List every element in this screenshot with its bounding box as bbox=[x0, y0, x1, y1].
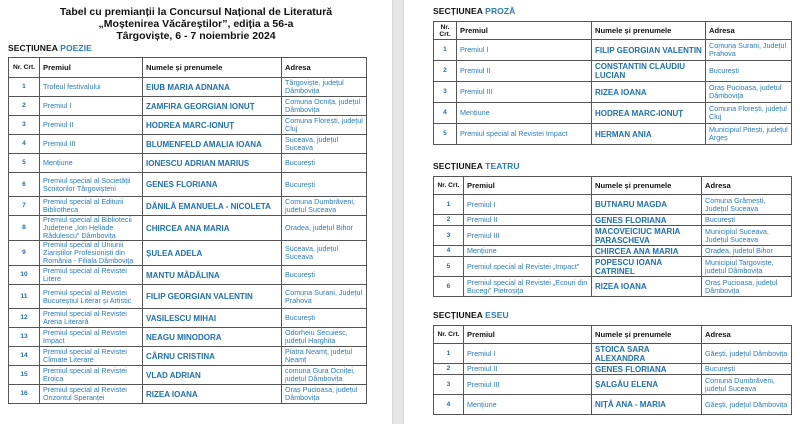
cell-nume: ȘULEA ADELA bbox=[143, 241, 282, 266]
cell-adresa: Oraș Pucioasa, județul Dâmbovița bbox=[706, 82, 792, 103]
table-row bbox=[9, 285, 367, 309]
cell-nume: ZAMFIRA GEORGIAN IONUȚ bbox=[143, 97, 282, 116]
cell-adresa: Oraș Pucioasa, județul Dâmbovița bbox=[282, 385, 367, 404]
cell-nume: MANTU MĂDĂLINA bbox=[143, 266, 282, 285]
section-prefix: SECȚIUNEA bbox=[8, 43, 58, 53]
cell-nume: NIȚĂ ANA - MARIA bbox=[592, 395, 702, 415]
cell-premiul: Mențiune bbox=[464, 246, 592, 257]
cell-premiul: Premiul special al Bibliotecii Județene „Ion Heliade Rădulescu” Dâmbovița bbox=[40, 216, 143, 241]
table-row bbox=[434, 246, 792, 257]
table-row bbox=[9, 97, 367, 116]
cell-nume: CHIRCEA ANA MARIA bbox=[592, 246, 702, 257]
cell-premiul: Premiul I bbox=[40, 97, 143, 116]
page-gutter bbox=[392, 0, 404, 424]
cell-adresa: Municipiul Suceava, Județul Suceava bbox=[702, 226, 792, 246]
cell-nr: 10 bbox=[9, 266, 40, 285]
cell-premiul: Premiul special al Revistei Impact bbox=[40, 328, 143, 347]
cell-premiul: Premiul I bbox=[464, 344, 592, 364]
table-row bbox=[434, 124, 792, 145]
cell-adresa: Comuna Grămești, Județul Suceava bbox=[702, 195, 792, 215]
section-heading-eseu bbox=[433, 310, 509, 320]
cell-nume: DĂNILĂ EMANUELA - NICOLETA bbox=[143, 197, 282, 216]
table-eseu bbox=[433, 325, 792, 415]
table-row bbox=[9, 135, 367, 154]
cell-nume: HERMAN ANIA bbox=[592, 124, 706, 145]
header-premiul: Premiul bbox=[464, 326, 592, 344]
section-prefix: SECȚIUNEA bbox=[433, 161, 483, 171]
table-row bbox=[434, 277, 792, 297]
cell-nr: 6 bbox=[9, 173, 40, 197]
header-nume: Numele și prenumele bbox=[143, 58, 282, 78]
table-row bbox=[9, 78, 367, 97]
cell-premiul: Premiul special al Revistei Impact bbox=[457, 124, 592, 145]
table-proza bbox=[433, 21, 792, 145]
header-adresa: Adresa bbox=[702, 177, 792, 195]
cell-adresa: comuna Gura Ocniței, județul Dâmbovița bbox=[282, 366, 367, 385]
cell-premiul: Mențiune bbox=[457, 103, 592, 124]
cell-nr: 2 bbox=[434, 215, 464, 226]
cell-nr: 1 bbox=[434, 195, 464, 215]
cell-adresa: Piatra Neamț, județul Neamț bbox=[282, 347, 367, 366]
cell-nr: 15 bbox=[9, 366, 40, 385]
header-nr: Nr. Crt. bbox=[434, 326, 464, 344]
cell-adresa: Comuna Dumbrăveni, județul Suceava bbox=[282, 197, 367, 216]
cell-adresa: București bbox=[702, 364, 792, 375]
cell-nume: RIZEA IOANA bbox=[592, 277, 702, 297]
cell-nr: 5 bbox=[434, 124, 457, 145]
cell-adresa: București bbox=[282, 173, 367, 197]
cell-nr: 3 bbox=[9, 116, 40, 135]
cell-adresa: Comuna Ocnița, județul Dâmbovița bbox=[282, 97, 367, 116]
cell-premiul: Mențiune bbox=[40, 154, 143, 173]
section-name: POEZIE bbox=[60, 43, 92, 53]
section-heading-poezie bbox=[8, 43, 92, 53]
table-row bbox=[434, 40, 792, 61]
header-premiul: Premiul bbox=[457, 22, 592, 40]
cell-adresa: București bbox=[282, 154, 367, 173]
document-page-right bbox=[404, 0, 800, 424]
cell-nr: 1 bbox=[9, 78, 40, 97]
cell-premiul: Premiul special al Revistei Arena Literară bbox=[40, 309, 143, 328]
section-heading-proza bbox=[433, 6, 515, 16]
table-row bbox=[434, 344, 792, 364]
cell-premiul: Premiul III bbox=[464, 375, 592, 395]
cell-premiul: Trofeul festivalului bbox=[40, 78, 143, 97]
header-adresa: Adresa bbox=[282, 58, 367, 78]
cell-adresa: Oradea, județul Bihor bbox=[282, 216, 367, 241]
cell-premiul: Premiul special al Societății Scriitorilor Târgovișteni bbox=[40, 173, 143, 197]
cell-nr: 4 bbox=[434, 103, 457, 124]
header-nr: Nr. Crt. bbox=[9, 58, 40, 78]
section-name: PROZĂ bbox=[485, 6, 516, 16]
cell-premiul: Premiul special al Revistei „Impact” bbox=[464, 257, 592, 277]
cell-nume: FILIP GEORGIAN VALENTIN bbox=[592, 40, 706, 61]
header-adresa: Adresa bbox=[706, 22, 792, 40]
cell-nr: 6 bbox=[434, 277, 464, 297]
cell-adresa: București bbox=[706, 61, 792, 82]
cell-premiul: Premiul special al Revistei Litere bbox=[40, 266, 143, 285]
cell-premiul: Mențiune bbox=[464, 395, 592, 415]
table-row bbox=[434, 215, 792, 226]
cell-premiul: Premiul special al Revistei Eroica bbox=[40, 366, 143, 385]
cell-adresa: Comuna Dumbrăveni, județul Suceava bbox=[702, 375, 792, 395]
cell-premiul: Premiul II bbox=[464, 364, 592, 375]
table-row bbox=[9, 216, 367, 241]
cell-adresa: Suceava, județul Suceava bbox=[282, 135, 367, 154]
cell-adresa: Oradea, județul Bihor bbox=[702, 246, 792, 257]
cell-nr: 1 bbox=[434, 344, 464, 364]
cell-premiul: Premiul special al Editurii Bibliotheca bbox=[40, 197, 143, 216]
table-header-row bbox=[434, 177, 792, 195]
cell-nume: POPESCU IOANA CATRINEL bbox=[592, 257, 702, 277]
cell-nume: STOICA SARA ALEXANDRA bbox=[592, 344, 702, 364]
cell-nume: EIUB MARIA ADNANA bbox=[143, 78, 282, 97]
table-row bbox=[434, 103, 792, 124]
cell-nr: 16 bbox=[9, 385, 40, 404]
cell-nr: 3 bbox=[434, 226, 464, 246]
cell-nume: NEAGU MINODORA bbox=[143, 328, 282, 347]
cell-adresa: Oraș Pucioasa, județul Dâmbovița bbox=[702, 277, 792, 297]
cell-adresa: Comuna Florești, județul Cluj bbox=[282, 116, 367, 135]
table-row bbox=[9, 241, 367, 266]
cell-nume: IONESCU ADRIAN MARIUS bbox=[143, 154, 282, 173]
table-row bbox=[9, 385, 367, 404]
table-row bbox=[434, 375, 792, 395]
table-poezie bbox=[8, 57, 367, 404]
cell-nume: HODREA MARC-IONUȚ bbox=[592, 103, 706, 124]
cell-premiul: Premiul special al Revistei „Ecouri din Bucegi” Pietroșița bbox=[464, 277, 592, 297]
cell-premiul: Premiul II bbox=[464, 215, 592, 226]
section-heading-teatru bbox=[433, 161, 520, 171]
cell-adresa: Municipiul Pitești, județul Argeș bbox=[706, 124, 792, 145]
cell-premiul: Premiul special al Revistei Climate Literare bbox=[40, 347, 143, 366]
cell-nume: BLUMENFELD AMALIA IOANA bbox=[143, 135, 282, 154]
table-row bbox=[9, 328, 367, 347]
header-nume: Numele și prenumele bbox=[592, 326, 702, 344]
cell-nume: ȘALGĂU ELENA bbox=[592, 375, 702, 395]
header-nume: Numele și prenumele bbox=[592, 22, 706, 40]
cell-nume: CONSTANTIN CLAUDIU LUCIAN bbox=[592, 61, 706, 82]
cell-nr: 12 bbox=[9, 309, 40, 328]
header-nume: Numele și prenumele bbox=[592, 177, 702, 195]
table-row bbox=[9, 154, 367, 173]
table-row bbox=[434, 61, 792, 82]
table-header-row bbox=[434, 326, 792, 344]
cell-nr: 13 bbox=[9, 328, 40, 347]
cell-nume: FILIP GEORGIAN VALENTIN bbox=[143, 285, 282, 309]
cell-nr: 2 bbox=[9, 97, 40, 116]
table-row bbox=[9, 347, 367, 366]
cell-nr: 3 bbox=[434, 82, 457, 103]
cell-nr: 14 bbox=[9, 347, 40, 366]
table-row bbox=[9, 197, 367, 216]
cell-nr: 9 bbox=[9, 241, 40, 266]
cell-nr: 4 bbox=[434, 246, 464, 257]
section-prefix: SECȚIUNEA bbox=[433, 6, 483, 16]
cell-nume: RIZEA IOANA bbox=[143, 385, 282, 404]
cell-nr: 2 bbox=[434, 364, 464, 375]
table-header-row bbox=[9, 58, 367, 78]
table-row bbox=[9, 309, 367, 328]
cell-nr: 7 bbox=[9, 197, 40, 216]
header-premiul: Premiul bbox=[40, 58, 143, 78]
table-teatru bbox=[433, 176, 792, 297]
document-title: Tabel cu premianții la Concursul Național de Literatură bbox=[59, 6, 333, 18]
cell-adresa: Odorheiu Secuiesc, județul Harghita bbox=[282, 328, 367, 347]
cell-nume: BUTNARU MAGDA bbox=[592, 195, 702, 215]
header-nr: Nr. Crt. bbox=[434, 22, 457, 40]
cell-premiul: Premiul II bbox=[457, 61, 592, 82]
cell-nr: 8 bbox=[9, 216, 40, 241]
cell-nr: 11 bbox=[9, 285, 40, 309]
cell-nr: 1 bbox=[434, 40, 457, 61]
table-row bbox=[9, 366, 367, 385]
document-subtitle: „Moștenirea Văcăreștilor”, ediția a 56-a bbox=[98, 18, 294, 30]
table-row bbox=[9, 266, 367, 285]
table-row bbox=[434, 364, 792, 375]
cell-adresa: Găești, județul Dâmbovița bbox=[702, 344, 792, 364]
cell-adresa: Suceava, județul Suceava bbox=[282, 241, 367, 266]
table-row bbox=[434, 395, 792, 415]
section-name: ESEU bbox=[485, 310, 509, 320]
cell-nume: CÂRNU CRISTINA bbox=[143, 347, 282, 366]
cell-premiul: Premiul special al Uniunii Ziariștilor Profesioniști din România - Filiala Dâmbovița bbox=[40, 241, 143, 266]
header-nr: Nr. Crt. bbox=[434, 177, 464, 195]
section-prefix: SECȚIUNEA bbox=[433, 310, 483, 320]
cell-adresa: București bbox=[282, 309, 367, 328]
cell-premiul: Premiul special al Revistei Bucureștiul Literar și Artistic bbox=[40, 285, 143, 309]
table-row bbox=[9, 173, 367, 197]
table-row bbox=[434, 257, 792, 277]
cell-nr: 4 bbox=[9, 135, 40, 154]
cell-premiul: Premiul III bbox=[40, 135, 143, 154]
cell-nume: GENES FLORIANA bbox=[592, 364, 702, 375]
cell-premiul: Premiul special al Revistei Orizontul Speranței bbox=[40, 385, 143, 404]
cell-nr: 2 bbox=[434, 61, 457, 82]
cell-adresa: București bbox=[702, 215, 792, 226]
document-place-date: Târgoviște, 6 - 7 noiembrie 2024 bbox=[116, 30, 276, 42]
cell-adresa: Municipiul Targoviște, județul Dâmbovița bbox=[702, 257, 792, 277]
cell-premiul: Premiul I bbox=[464, 195, 592, 215]
cell-nr: 5 bbox=[9, 154, 40, 173]
section-name: TEATRU bbox=[485, 161, 520, 171]
cell-premiul: Premiul III bbox=[464, 226, 592, 246]
cell-adresa: Găești, județul Dâmbovița bbox=[702, 395, 792, 415]
table-header-row bbox=[434, 22, 792, 40]
cell-nr: 5 bbox=[434, 257, 464, 277]
cell-nume: RIZEA IOANA bbox=[592, 82, 706, 103]
table-row bbox=[434, 226, 792, 246]
cell-premiul: Premiul II bbox=[40, 116, 143, 135]
cell-adresa: București bbox=[282, 266, 367, 285]
header-adresa: Adresa bbox=[702, 326, 792, 344]
cell-adresa: Târgoviște, județul Dâmbovița bbox=[282, 78, 367, 97]
cell-adresa: Comuna Surani, Județul Prahova bbox=[282, 285, 367, 309]
header-premiul: Premiul bbox=[464, 177, 592, 195]
cell-nr: 3 bbox=[434, 375, 464, 395]
cell-nume: CHIRCEA ANA MARIA bbox=[143, 216, 282, 241]
cell-nume: MACOVEICIUC MARIA PARASCHEVA bbox=[592, 226, 702, 246]
cell-nr: 4 bbox=[434, 395, 464, 415]
table-row bbox=[434, 195, 792, 215]
cell-nume: GENES FLORIANA bbox=[143, 173, 282, 197]
cell-nume: HODREA MARC-IONUȚ bbox=[143, 116, 282, 135]
cell-adresa: Comuna Florești, județul Cluj bbox=[706, 103, 792, 124]
cell-nume: GENES FLORIANA bbox=[592, 215, 702, 226]
cell-premiul: Premiul I bbox=[457, 40, 592, 61]
cell-nume: VASILESCU MIHAI bbox=[143, 309, 282, 328]
cell-nume: VLAD ADRIAN bbox=[143, 366, 282, 385]
cell-premiul: Premiul III bbox=[457, 82, 592, 103]
cell-adresa: Comuna Surani, Județul Prahova bbox=[706, 40, 792, 61]
table-row bbox=[9, 116, 367, 135]
table-row bbox=[434, 82, 792, 103]
document-page-left bbox=[0, 0, 392, 424]
